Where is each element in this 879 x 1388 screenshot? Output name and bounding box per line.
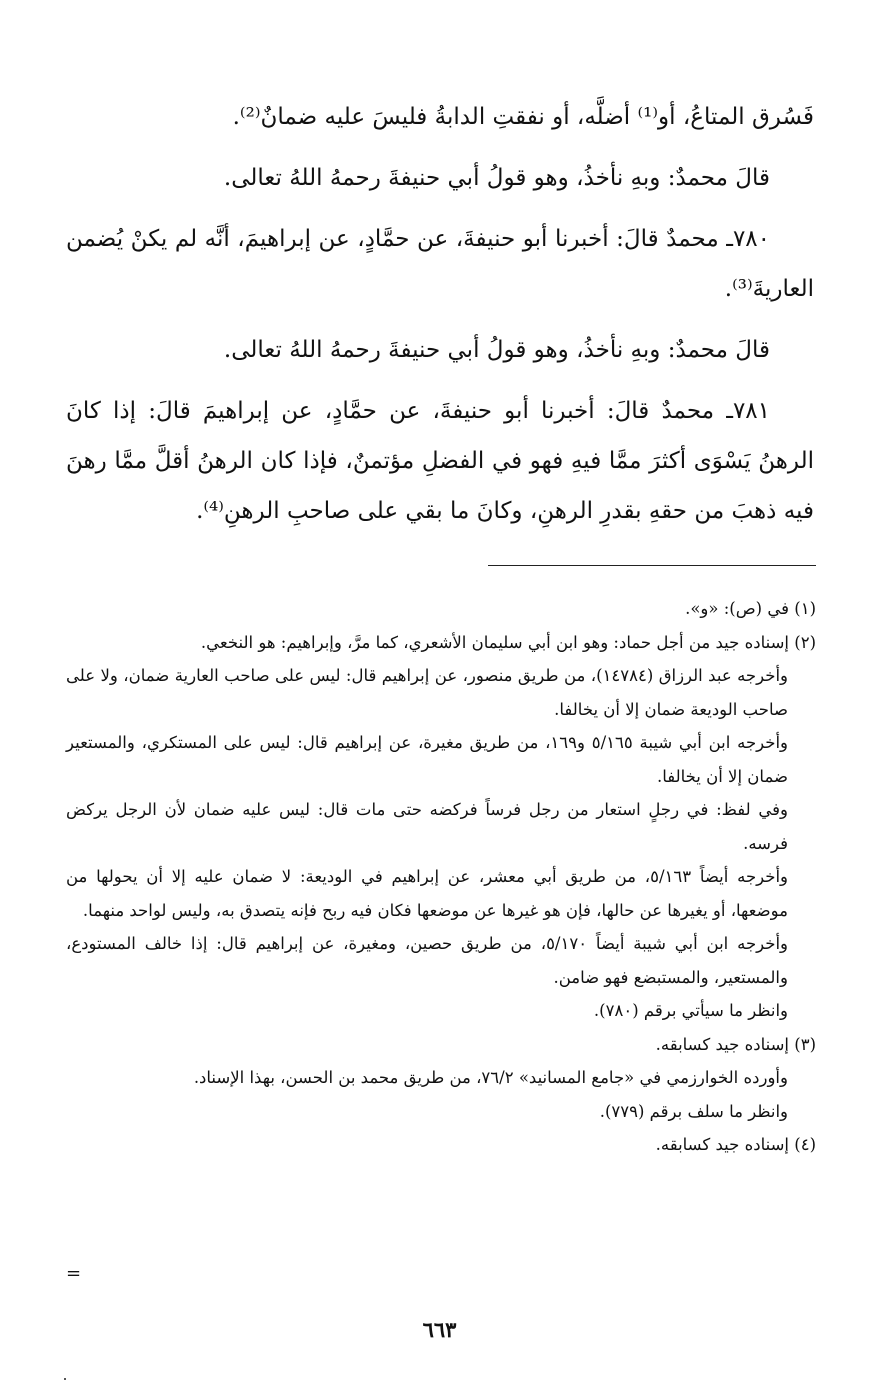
footnote-2-text: وأخرجه ابن أبي شيبة أيضاً ٥/١٧٠، من طريق حصين، ومغيرة، عن إبراهيم قال: إذا خالف المستودع، والمستعير، والمستبضع فهو ضامن. [66, 934, 788, 987]
footnote-3-text: وانظر ما سلف برقم (٧٧٩). [599, 1101, 788, 1121]
main-paragraph: قالَ محمدٌ: وبهِ نأخذُ، وهو قولُ أبي حنيفةَ رحمهُ اللهُ تعالى. [223, 165, 770, 191]
main-paragraph: فَسُرق المتاعُ، أو⁽¹⁾ أضلَّه، أو نفقتِ الدابةُ فليسَ عليه ضمانٌ⁽²⁾. [232, 104, 814, 130]
footnote-2-text: وأخرجه عبد الرزاق (١٤٧٨٤)، من طريق منصور، عن إبراهيم قال: ليس على صاحب العارية ضمان، ولا على صاحب الوديعة ضمان إلا أن يخالفا. [66, 666, 788, 719]
footnote-1: (١) في (ص): «و». [685, 599, 816, 618]
footnote-2-text: وانظر ما سيأتي برقم (٧٨٠). [593, 1001, 788, 1020]
footnote-separator [488, 565, 816, 566]
main-text [66, 92, 814, 547]
footnote-2: (٢) إسناده جيد من أجل حماد: وهو ابن أبي سليمان الأشعري، كما مرَّ، وإبراهيم: هو النخعي. [200, 632, 816, 652]
footnotes [66, 592, 816, 1162]
continuation-mark: = [66, 1263, 82, 1284]
footnote-2-text: وأخرجه ابن أبي شيبة ٥/١٦٥ و١٦٩، من طريق مغيرة، عن إبراهيم قال: ليس على المستكري، والمستعير ضمان إلا أن يخالفا. [66, 733, 788, 786]
footnote-2-text: وأخرجه أيضاً ٥/١٦٣، من طريق أبي معشر، عن إبراهيم في الوديعة: لا ضمان عليه إلا أن يحولها من موضعها، أو يغيرها عن حالها، فإن هو غيرها عن موضعها فكان فيه ربح فإنه يتصدق به، وليس لواحد منهما. [66, 867, 789, 920]
footnote-2-text: وفي لفظ: في رجلٍ استعار من رجل فرساً فركضه حتى مات قال: ليس عليه ضمان لأن الرجل يركض فرسه. [66, 800, 788, 853]
footnote-3-text: وأورده الخوارزمي في «جامع المسانيد» ٧٦/٢، من طريق محمد بن الحسن، بهذا الإسناد. [193, 1068, 788, 1087]
main-paragraph: قالَ محمدٌ: وبهِ نأخذُ، وهو قولُ أبي حنيفةَ رحمهُ اللهُ تعالى. [223, 337, 770, 363]
scan-speck [64, 1378, 66, 1380]
footnote-4: (٤) إسناده جيد كسابقه. [655, 1135, 816, 1154]
footnote-3: (٣) إسناده جيد كسابقه. [655, 1034, 816, 1054]
page-number: ٦٦٣ [422, 1317, 457, 1342]
hadith-780: ٧٨٠ـ محمدٌ قالَ: أخبرنا أبو حنيفةَ، عن حمَّادٍ، عن إبراهيمَ، أنَّه لم يكنْ يُضمن العاريةَ⁽³⁾. [66, 226, 814, 302]
hadith-781: ٧٨١ـ محمدٌ قالَ: أخبرنا أبو حنيفةَ، عن حمَّادٍ، عن إبراهيمَ قالَ: إذا كانَ الرهنُ يَسْوَى أكثرَ ممَّا فيهِ فهو في الفضلِ مؤتمنٌ، فإذا كان الرهنُ أقلَّ ممَّا رهنَ فيه ذهبَ من حقهِ بقدرِ الرهنِ، وكانَ ما بقي على صاحبِ الرهنِ⁽⁴⁾. [66, 398, 814, 524]
